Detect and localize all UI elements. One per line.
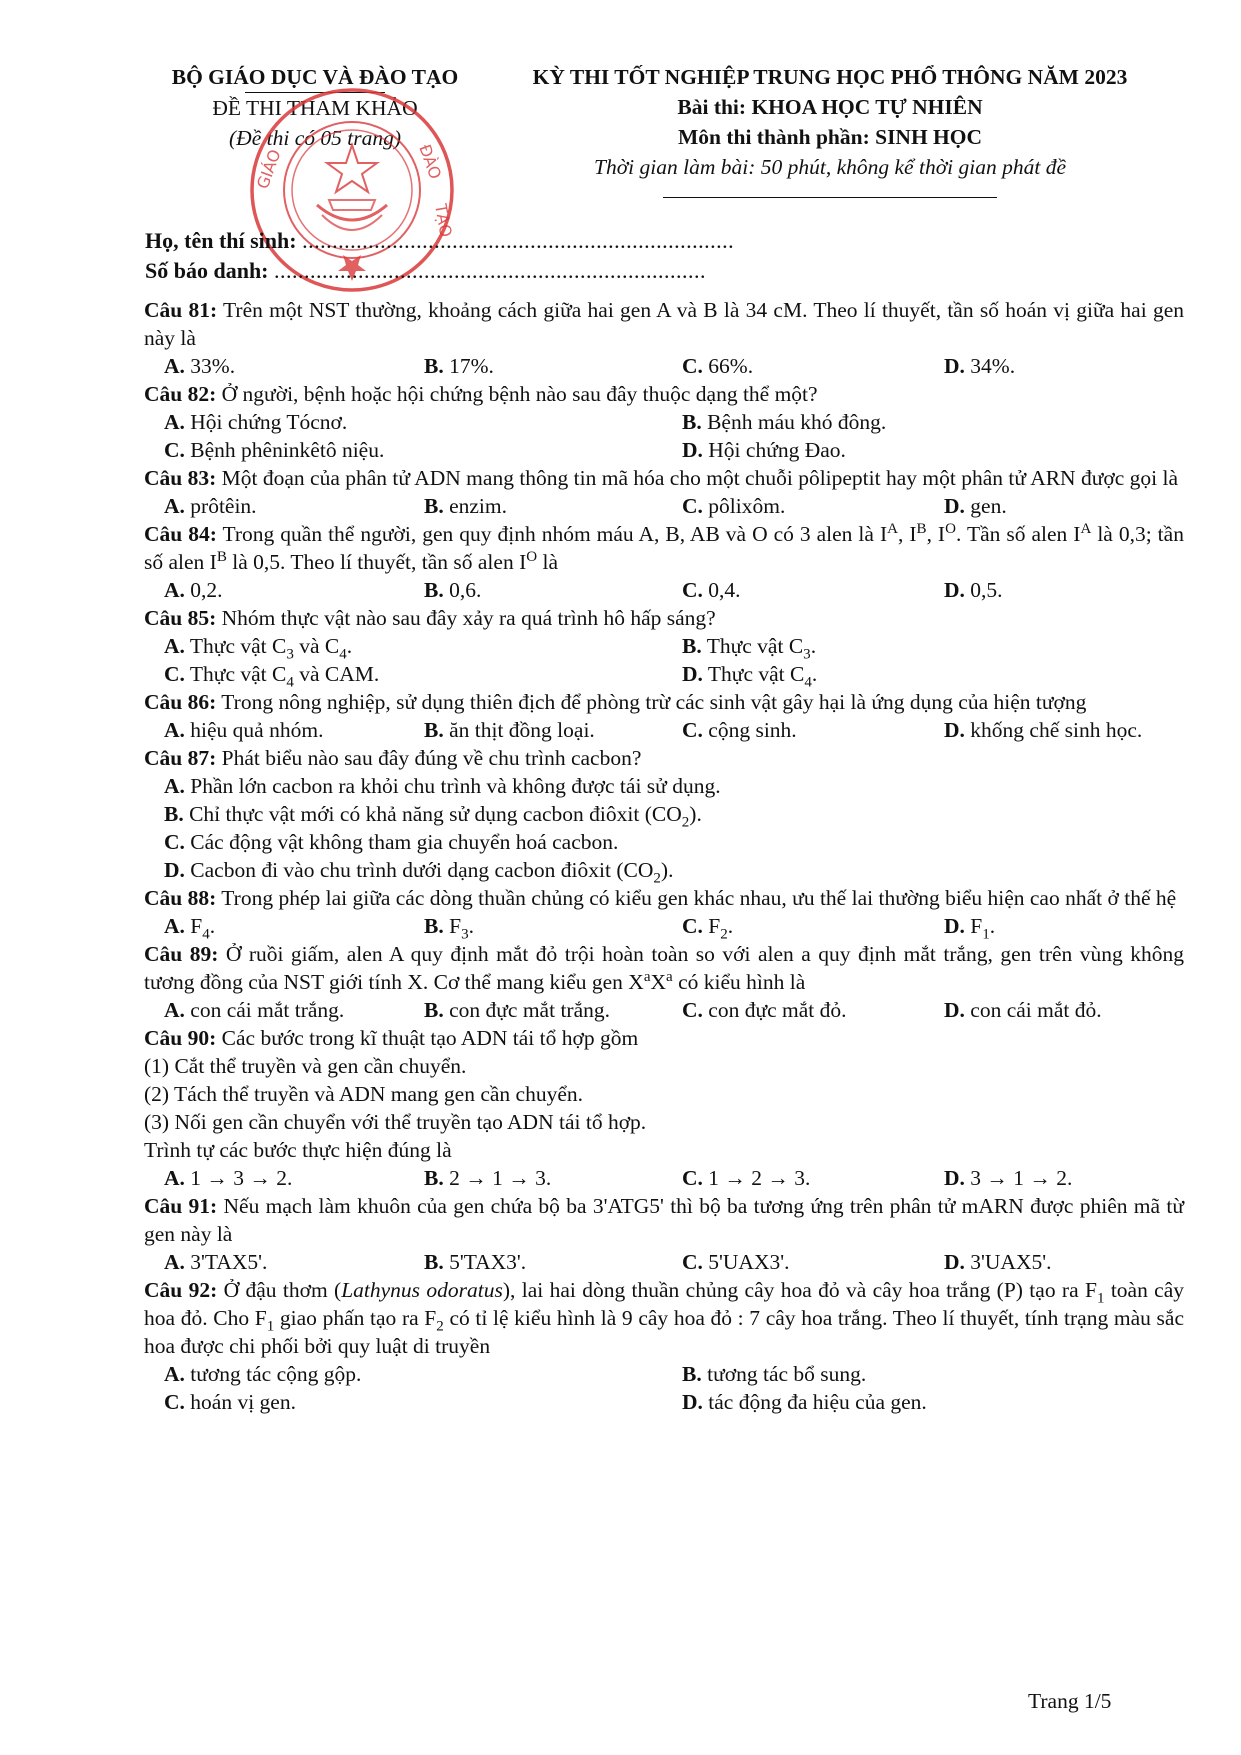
header-right [520,62,1140,182]
question-label: Câu 89: [144,942,219,966]
answer-options [144,492,1184,520]
question-label: Câu 82: [144,382,217,406]
option-c[interactable]: C. cộng sinh. [682,718,797,742]
question-text: Nếu mạch làm khuôn của gen chứa bộ ba 3'ATG5' thì bộ ba tương ứng trên phân tử mARN được phiên mã từ gen này là [144,1194,1184,1246]
option-d[interactable]: D. con cái mắt đỏ. [944,998,1102,1022]
pages-note: (Đề thi có 05 trang) [229,126,401,150]
answer-options [144,996,1184,1024]
header-rule [663,197,997,198]
option-b[interactable]: B. ăn thịt đồng loại. [424,718,595,742]
time-line: Thời gian làm bài: 50 phút, không kể thời gian phát đề [593,155,1067,179]
question-prompt: Trình tự các bước thực hiện đúng là [144,1138,452,1162]
option-d[interactable]: D. gen. [944,494,1007,518]
option-c[interactable]: C. Bệnh phêninkêtô niệu. [164,438,385,462]
option-d[interactable]: D. 3'UAX5'. [944,1250,1052,1274]
species-name: Lathynus odoratus [341,1278,503,1302]
option-d[interactable]: D. khống chế sinh học. [944,718,1143,742]
question-label: Câu 91: [144,1194,218,1218]
ministry-name: BỘ GIÁO DỤC VÀ ĐÀO TẠO [171,65,459,89]
option-c[interactable]: C. con đực mắt đỏ. [682,998,847,1022]
option-a[interactable]: A. con cái mắt trắng. [164,998,345,1022]
option-a[interactable]: A. Hội chứng Tócnơ. [164,410,348,434]
option-d[interactable]: D. $F_1$. [944,914,996,943]
option-c[interactable]: C. hoán vị gen. [164,1390,296,1414]
question-label: Câu 81: [144,298,218,322]
subject-line: Môn thi thành phần: SINH HỌC [677,125,983,149]
option-d[interactable]: D. 0,5. [944,578,1003,602]
answer-options [144,912,1184,943]
option-b[interactable]: B. con đực mắt trắng. [424,998,610,1022]
option-a[interactable]: A. Phần lớn cacbon ra khỏi chu trình và không được tái sử dụng. [164,774,721,798]
question-label: Câu 90: [144,1026,217,1050]
option-c[interactable]: C. Thực vật $C_4$ và CAM. [164,662,380,691]
question-82 [144,380,1184,464]
question-90 [144,1024,1184,1192]
option-c[interactable]: C. 66%. [682,354,754,378]
doc-type: ĐỀ THI THAM KHẢO [212,96,418,120]
option-a[interactable]: A. Thực vật $C_3$ và $C_4$. [164,634,353,663]
svg-text:GIÁO: GIÁO [252,146,285,192]
question-87 [144,744,1184,887]
option-a[interactable]: A. 1 → 3 → 2. [164,1166,293,1190]
question-label: Câu 85: [144,606,217,630]
question-85 [144,604,1184,691]
candidate-name-line [145,227,734,255]
option-a[interactable]: A. $F_4$. [164,914,216,943]
answer-options [144,1164,1184,1192]
answer-options [144,1360,1184,1416]
option-b[interactable]: B. Chỉ thực vật mới có khả năng sử dụng cacbon điôxit $(CO_2)$. [164,802,702,831]
option-c[interactable]: C. Các động vật không tham gia chuyển hoá cacbon. [164,830,619,854]
answer-options [144,716,1184,744]
question-text: Trong nông nghiệp, sử dụng thiên địch để phòng trừ các sinh vật gây hại là ứng dụng của hiện tượng [221,690,1087,714]
test-line: Bài thi: KHOA HỌC TỰ NHIÊN [677,95,983,119]
option-b[interactable]: B. Bệnh máu khó đông. [682,410,887,434]
answer-options [144,632,1184,691]
option-d[interactable]: D. 34%. [944,354,1016,378]
step-2: (2) Tách thể truyền và ADN mang gen cần chuyển. [144,1082,584,1106]
question-text: Nhóm thực vật nào sau đây xảy ra quá trình hô hấp sáng? [221,606,716,630]
question-text: Các bước trong kĩ thuật tạo ADN tái tổ hợp gồm [221,1026,639,1050]
answer-options [144,1248,1184,1276]
question-text: Trên một NST thường, khoảng cách giữa hai gen A và B là 34 cM. Theo lí thuyết, tần số hoán vị giữa hai gen này là [144,298,1184,350]
question-label: Câu 87: [144,746,217,770]
page-number: Trang 1/5 [1028,1689,1112,1713]
exam-title: KỲ THI TỐT NGHIỆP TRUNG HỌC PHỔ THÔNG NĂM 2023 [532,65,1128,89]
question-84: Câu 84: Trong quần thể người, gen quy định nhóm máu A, B, AB và O có 3 alen là $I^A$, $I^B$, $I^O$. Tần số alen $I^A$ là 0,3; tần số alen $I^B$ là 0,5. Theo lí thuyết, tần số alen $I^O$ là A. 0,2. B. 0,6. C. 0,4. D. 0,5. [144,520,1184,604]
svg-text:TẠO: TẠO [431,202,456,239]
option-c[interactable]: C. pôlixôm. [682,494,786,518]
answer-options [144,772,1184,887]
question-label: Câu 83: [144,466,217,490]
answer-options [144,408,1184,464]
option-d[interactable]: D. Cacbon đi vào chu trình dưới dạng cacbon điôxit $(CO_2)$. [164,858,674,887]
answer-options [144,576,1184,604]
step-1: (1) Cắt thể truyền và gen cần chuyển. [144,1054,467,1078]
option-a[interactable]: A. 0,2. [164,578,223,602]
candidate-name-label: Họ, tên thí sinh: [145,228,297,253]
question-88 [144,884,1184,943]
option-b[interactable]: B. enzim. [424,494,508,518]
option-c[interactable]: C. 5'UAX3'. [682,1250,790,1274]
option-a[interactable]: A. 3'TAX5'. [164,1250,268,1274]
step-3: (3) Nối gen cần chuyển với thể truyền tạo ADN tái tổ hợp. [144,1110,647,1134]
option-a[interactable]: A. prôtêin. [164,494,257,518]
option-b[interactable]: B. 17%. [424,354,494,378]
option-b[interactable]: B. tương tác bổ sung. [682,1362,867,1386]
option-b[interactable]: B. 2 → 1 → 3. [424,1166,552,1190]
question-label: Câu 86: [144,690,217,714]
candidate-id-label: Số báo danh: [145,258,269,283]
option-d[interactable]: D. tác động đa hiệu của gen. [682,1390,927,1414]
option-b[interactable]: B. 0,6. [424,578,482,602]
question-89: Câu 89: Ở ruồi giấm, alen A quy định mắt đỏ trội hoàn toàn so với alen a quy định mắt trắng, gen trên vùng không tương đồng của NST giới tính X. Cơ thể mang kiểu gen $X^aX^a$ có kiểu hình là A. con cái mắt trắng. B. con đực mắt trắng. C. con đực mắt đỏ. D. con cái mắt đỏ. [144,940,1184,1024]
question-91 [144,1192,1184,1276]
question-label: Câu 84: [144,522,217,546]
option-c[interactable]: C. 0,4. [682,578,741,602]
question-list [144,296,1184,1416]
candidate-name-dots: ........................................................................ [302,228,735,253]
option-c[interactable]: C. 1 → 2 → 3. [682,1166,811,1190]
question-81 [144,296,1184,380]
question-86 [144,688,1184,744]
svg-text:ĐÀO: ĐÀO [415,141,446,182]
candidate-id-dots: ........................................................................ [274,258,707,283]
option-b[interactable]: B. $F_3$. [424,914,474,943]
question-text: Ở người, bệnh hoặc hội chứng bệnh nào sau đây thuộc dạng thể một? [221,382,818,406]
question-83 [144,464,1184,520]
option-a[interactable]: A. 33%. [164,354,236,378]
option-a[interactable]: A. hiệu quả nhóm. [164,718,324,742]
option-d[interactable]: D. Thực vật $C_4$. [682,662,818,691]
option-c[interactable]: C. $F_2$. [682,914,734,943]
candidate-id-line [145,257,706,285]
option-b[interactable]: B. Thực vật $C_3$. [682,634,817,663]
option-b[interactable]: B. 5'TAX3'. [424,1250,527,1274]
question-92: Câu 92: Ở đậu thơm (Lathynus odoratus), lai hai dòng thuần chủng cây hoa đỏ và cây hoa trắng (P) tạo ra $F_1$ toàn cây hoa đỏ. Cho $F_1$ giao phấn tạo ra $F_2$ có tỉ lệ kiểu hình là 9 cây hoa đỏ : 7 cây hoa trắng. Theo lí thuyết, tính trạng màu sắc hoa được chi phối bởi quy luật di truyền A. tương tác cộng gộp. B. tương tác bổ sung. C. hoán vị gen. D. tác động đa hiệu của gen. [144,1276,1184,1416]
question-text: Phát biểu nào sau đây đúng về chu trình cacbon? [221,746,642,770]
option-d[interactable]: D. 3 → 1 → 2. [944,1166,1073,1190]
option-d[interactable]: D. Hội chứng Đao. [682,438,846,462]
question-text: Trong phép lai giữa các dòng thuần chủng có kiểu gen khác nhau, ưu thế lai thường biểu hiện cao nhất ở thế hệ [221,886,1177,910]
question-text: Một đoạn của phân tử ADN mang thông tin mã hóa cho một chuỗi pôlipeptit hay một phân tử ARN được gọi là [221,466,1179,490]
option-a[interactable]: A. tương tác cộng gộp. [164,1362,362,1386]
question-label: Câu 88: [144,886,217,910]
answer-options [144,352,1184,380]
question-label: Câu 92: [144,1278,218,1302]
